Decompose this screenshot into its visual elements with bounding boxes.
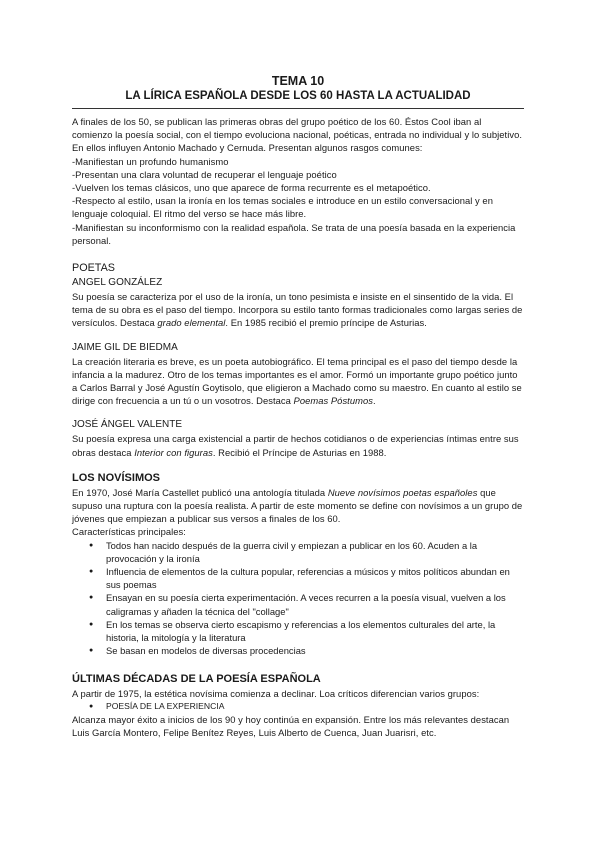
- poet-name-biedma: JAIME GIL DE BIEDMA: [72, 341, 178, 353]
- novisimos-paragraph: En 1970, José María Castellet publicó una antología titulada Nueve novísimos poetas españoles que supuso una ruptura con la poesía realista. A partir de este momento se define con novísimos a un grupo de jóvenes que empiezan a publicar sus versos a finales de los 60.: [72, 486, 523, 525]
- list-item: ● Influencia de elementos de la cultura popular, referencias a músicos y mitos políticos abundan en sus poemas: [106, 565, 524, 591]
- novisimos-heading: LOS NOVÍSIMOS: [72, 471, 161, 484]
- list-item: ● Todos han nacido después de la guerra civil y empiezan a publicar en los 60. Acuden a la provocación y la ironía: [106, 539, 524, 565]
- trait-line: -Vuelven los temas clásicos, uno que aparece de forma recurrente es el metapoético.: [72, 182, 431, 194]
- poet-name-gonzalez: ANGEL GONZÁLEZ: [72, 277, 163, 289]
- groups-list: [72, 700, 524, 713]
- work-title: grado elemental: [157, 317, 226, 329]
- title-divider: [72, 108, 524, 109]
- list-item: ● POESÍA DE LA EXPERIENCIA: [106, 700, 524, 713]
- work-title: Nueve novísimos poetas españoles: [327, 486, 478, 498]
- ultimas-intro: A partir de 1975, la estética novísima comienza a declinar. Loa críticos diferencian varios grupos:: [72, 687, 480, 699]
- trait-line: -Manifiestan su inconformismo con la realidad española. Se trata de una poesía basada en la experiencia personal.: [72, 221, 516, 246]
- poet-description-gonzalez: Su poesía se caracteriza por el uso de la ironía, un tono pesimista e insiste en el sinsentido de la vida. El tema de su obra es el paso del tiempo. Incorpora su estilo tanto formas tradicionales como largas series de versículos. Destaca grado elemental. En 1985 recibió el premio príncipe de Asturias.: [72, 291, 523, 329]
- ultimas-heading: ÚLTIMAS DÉCADAS DE LA POESÍA ESPAÑOLA: [72, 672, 321, 685]
- poet-name-valente: JOSÉ ÁNGEL VALENTE: [72, 419, 183, 431]
- list-item: ● Ensayan en su poesía cierta experimentación. A veces recurren a la poesía visual, vuelven a los caligramas y añaden la técnica del "collage": [106, 591, 524, 617]
- trait-line: -Respecto al estilo, usan la ironía en los temas sociales e introduce en un estilo conversacional y en lenguaje coloquial. El ritmo del verso se hace más libre.: [72, 195, 493, 220]
- poet-description-biedma: La creación literaria es breve, es un poeta autobiográfico. El tema principal es el paso del tiempo desde la infancia a la madurez. Otro de los temas importantes es el amor. Formó un importante grupo poético junto a Carlos Barral y José Agustín Goytisolo, que eligieron a Machado como su maestro. En cuanto al estilo se dirige con frecuencia a un tú o un vosotros. Destaca Poemas Póstumos.: [72, 355, 522, 407]
- work-title: Interior con figuras: [134, 446, 213, 458]
- features-label: Características principales:: [72, 526, 186, 538]
- intro-section: [72, 115, 524, 247]
- trait-line: -Manifiestan un profundo humanismo: [72, 155, 229, 167]
- intro-paragraph: A finales de los 50, se publican las primeras obras del grupo poético de los 60. Éstos Cool iban al comienzo la poesía social, con el tiempo evoluciona nacional, poéticas, entrada no individual y lo subjetivo. En ellos influyen Antonio Machado y Cernuda. Presentan algunos rasgos comunes:: [72, 116, 522, 154]
- features-list: [72, 539, 524, 658]
- poet-description-valente: Su poesía expresa una carga existencial a partir de hechos cotidianos o de experiencias íntimas entre sus obras destaca Interior con figuras. Recibió el Príncipe de Asturias en 1988.: [72, 433, 519, 458]
- list-item: ● En los temas se observa cierto escapismo y referencias a los elementos culturales del arte, la historia, la mitología y la literatura: [106, 618, 524, 644]
- list-item: ● Se basan en modelos de diversas procedencias: [106, 644, 524, 657]
- work-title: Poemas Póstumos: [293, 395, 373, 407]
- page-subtitle: LA LÍRICA ESPAÑOLA DESDE LOS 60 HASTA LA ACTUALIDAD: [125, 90, 471, 102]
- document-page: [72, 74, 524, 739]
- page-title: TEMA 10: [271, 74, 325, 88]
- trait-line: -Presentan una clara voluntad de recuperar el lenguaje poético: [72, 168, 337, 180]
- ultimas-paragraph: Alcanza mayor éxito a inicios de los 90 y hoy continúa en expansión. Entre los más relevantes destacan Luis García Montero, Felipe Benítez Reyes, Luis Alberto de Cuenca, Juan Juarisri, etc.: [72, 713, 510, 739]
- poetas-label: POETAS: [72, 262, 115, 275]
